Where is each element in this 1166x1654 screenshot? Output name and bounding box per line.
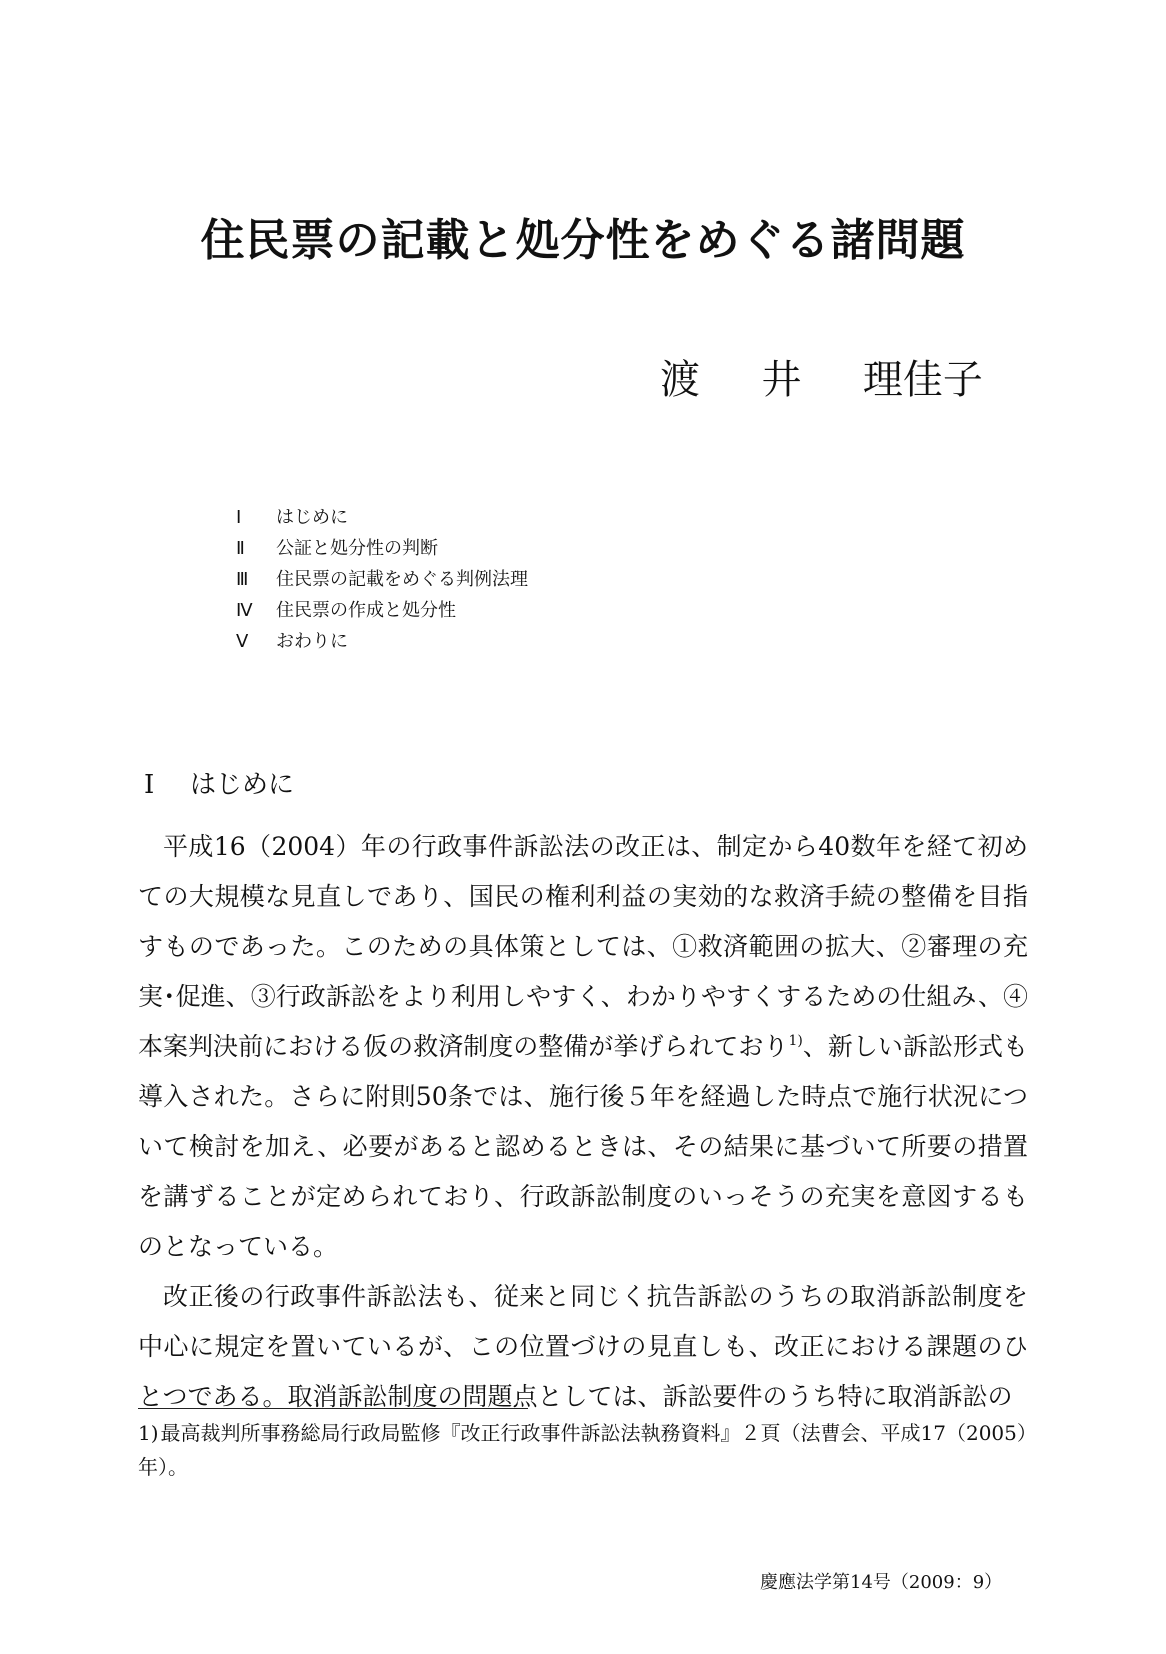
footnote-reference[interactable]: 1) <box>788 1033 803 1049</box>
toc-item-label: 住民票の記載をめぐる判例法理 <box>276 569 528 590</box>
toc-item <box>236 564 528 595</box>
toc-item-label: 公証と処分性の判断 <box>276 538 438 559</box>
article-title: 住民票の記載と処分性をめぐる諸問題 <box>200 215 966 266</box>
paragraph <box>138 822 1028 1272</box>
table-of-contents <box>236 502 528 657</box>
paragraph-text: 平成16（2004）年の行政事件訴訟法の改正は、制定から40数年を経て初めての大規模な見直しであり、国民の権利利益の実効的な救済手続の整備を目指すものであった。このための具体策としては、①救済範囲の拡大、②審理の充実･促進、③行政訴訟をより利用しやすく、わかりやすくするための仕組み、④本案判決前における仮の救済制度の整備が挙げられており <box>138 832 1028 1061</box>
section-number: Ⅰ <box>144 770 155 800</box>
footnote-text: 最高裁判所事務総局行政局監修『改正行政事件訴訟法執務資料』２頁（法曹会、平成17（2005）年）。 <box>138 1421 1027 1479</box>
toc-item-label: おわりに <box>276 631 348 652</box>
toc-item-number: Ⅲ <box>236 569 249 590</box>
toc-item <box>236 626 528 657</box>
footnote-mark: 1) <box>138 1421 159 1445</box>
body-text <box>138 822 1028 1422</box>
paragraph: 改正後の行政事件訴訟法も、従来と同じく抗告訴訟のうちの取消訴訟制度を中心に規定を置いているが、この位置づけの見直しも、改正における課題のひとつである。取消訴訟制度の問題点としては、訴訟要件のうち特に取消訴訟の <box>138 1282 1028 1411</box>
section-title: はじめに <box>190 770 295 800</box>
toc-item-number: Ⅰ <box>236 507 242 528</box>
journal-citation: 慶應法学第14号（2009：9） <box>760 1572 1003 1593</box>
toc-item <box>236 595 528 626</box>
footnote <box>138 1416 1028 1484</box>
section-heading <box>144 764 294 801</box>
toc-item <box>236 533 528 564</box>
toc-item-number: Ⅳ <box>236 600 253 621</box>
footnote-divider <box>138 1408 528 1409</box>
paragraph-text: 、新しい訴訟形式も導入された。さらに附則50条では、施行後５年を経過した時点で施行状況について検討を加え、必要があると認めるときは、その結果に基づいて所要の措置を講ずることが定められており、行政訴訟制度のいっそうの充実を意図するものとなっている。 <box>138 1032 1028 1261</box>
author-family-name-1: 渡 <box>660 357 700 403</box>
toc-item-label: はじめに <box>276 507 348 528</box>
toc-item-number: Ⅴ <box>236 631 249 652</box>
toc-item <box>236 502 528 533</box>
toc-item-label: 住民票の作成と処分性 <box>276 600 456 621</box>
author-given-name: 理佳子 <box>862 357 983 403</box>
author-name <box>660 348 983 405</box>
author-family-name-2: 井 <box>761 357 802 403</box>
toc-item-number: Ⅱ <box>236 538 245 559</box>
